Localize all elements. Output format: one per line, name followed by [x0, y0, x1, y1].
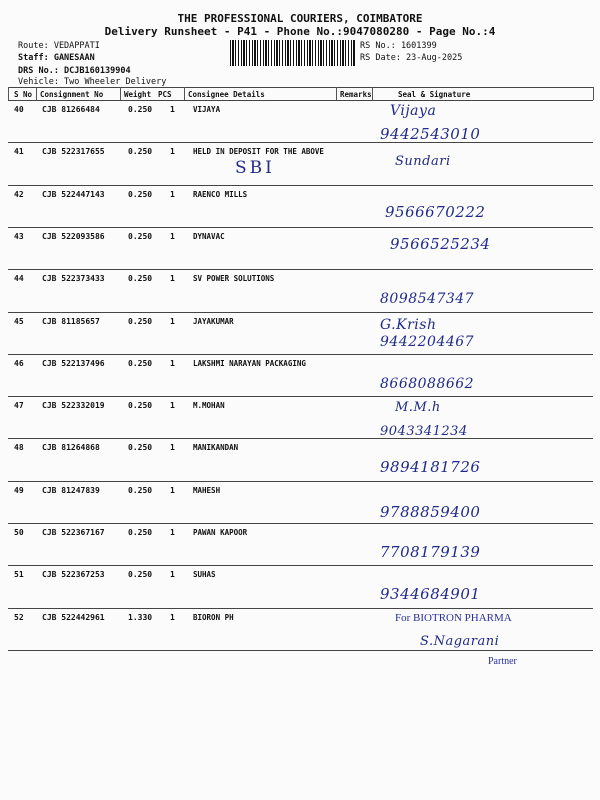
row-pcs: 1: [170, 528, 175, 537]
row-signature: 9442543010: [380, 125, 481, 143]
row-signature: 9894181726: [380, 458, 481, 477]
row-consignment: CJB 81247839: [42, 485, 100, 495]
row-consignee: LAKSHMI NARAYAN PACKAGING: [193, 358, 306, 368]
row-pcs: 1: [170, 316, 175, 326]
col-divider: [36, 87, 37, 100]
row-signature: 9566670222: [385, 202, 486, 221]
row-weight: 0.250: [128, 528, 153, 537]
row-signature: G.Krish: [380, 316, 437, 333]
row-sno: 42: [14, 189, 24, 199]
row-consignment: CJB 522447143: [42, 189, 105, 199]
row-consignment: CJB 522332019: [42, 401, 105, 411]
col-divider: [372, 87, 373, 100]
remark-handwritten-sbi: SBI: [235, 158, 275, 178]
row-sno: 51: [14, 570, 24, 580]
row-signature: 9566525234: [390, 234, 491, 253]
col-divider: [336, 87, 337, 100]
row-consignee: RAENCO MILLS: [193, 189, 248, 199]
row-sno: 44: [14, 274, 24, 284]
row-consignee: BIORON PH: [193, 612, 234, 622]
stamp-company: For BIOTRON PHARMA: [395, 612, 512, 624]
row-signature: S.Nagarani: [420, 633, 500, 649]
row-consignee: PAWAN KAPOOR: [193, 528, 248, 537]
row-consignee: DYNAVAC: [193, 231, 225, 241]
row-consignee: MANIKANDAN: [193, 443, 239, 453]
row-divider: [8, 396, 593, 397]
row-signature: 9442204467: [380, 333, 475, 350]
row-signature: Vijaya: [390, 103, 437, 119]
row-weight: 0.250: [128, 316, 153, 326]
row-sno: 45: [14, 316, 24, 326]
row-divider: [8, 312, 593, 313]
col-remarks: Remarks: [340, 90, 372, 99]
row-weight: 0.250: [128, 189, 153, 199]
row-consignee: SV POWER SOLUTIONS: [193, 274, 275, 284]
row-sno: 47: [14, 401, 24, 411]
row-signature: 9043341234: [380, 424, 468, 440]
row-consignment: CJB 81266484: [42, 105, 100, 114]
row-signature: M.M.h: [395, 400, 441, 416]
row-consignee: MAHESH: [193, 485, 221, 495]
row-sno: 41: [14, 147, 24, 157]
col-divider: [184, 87, 185, 100]
rs-date: RS Date: 23-Aug-2025: [360, 53, 463, 63]
barcode: [230, 40, 355, 66]
row-weight: 0.250: [128, 231, 153, 241]
row-sno: 52: [14, 612, 24, 622]
row-consignment: CJB 522367253: [42, 570, 105, 580]
row-signature: 9788859400: [380, 502, 481, 521]
row-weight: 0.250: [128, 105, 153, 114]
row-divider: [8, 650, 593, 651]
row-consignment: CJB 522093586: [42, 231, 105, 241]
row-pcs: 1: [170, 358, 175, 368]
col-weight: Weight: [124, 90, 152, 99]
vehicle-label: Vehicle: Two Wheeler Delivery: [18, 77, 167, 87]
row-consignment: CJB 522367167: [42, 528, 105, 537]
row-divider: [8, 481, 593, 482]
row-consignee: SUHAS: [193, 570, 216, 580]
row-consignee: VIJAYA: [193, 105, 221, 114]
row-divider: [8, 185, 593, 186]
row-signature: Sundari: [395, 154, 451, 170]
row-weight: 0.250: [128, 570, 153, 580]
row-pcs: 1: [170, 147, 175, 157]
row-pcs: 1: [170, 612, 175, 622]
row-divider: [8, 142, 593, 143]
row-weight: 0.250: [128, 443, 153, 453]
row-sno: 40: [14, 105, 24, 114]
col-seal: Seal & Signature: [398, 90, 471, 99]
route-label: Route: VEDAPPATI: [18, 41, 100, 51]
row-pcs: 1: [170, 189, 175, 199]
row-weight: 0.250: [128, 358, 153, 368]
drs-label: DRS No.: DCJB160139904: [18, 66, 131, 76]
row-consignee: HELD IN DEPOSIT FOR THE ABOVE: [193, 147, 324, 157]
row-divider: [8, 269, 593, 270]
row-pcs: 1: [170, 401, 175, 411]
row-sno: 43: [14, 231, 24, 241]
col-divider: [593, 87, 594, 100]
row-consignment: CJB 522317655: [42, 147, 105, 157]
row-divider: [8, 438, 593, 439]
row-divider: [8, 227, 593, 228]
row-divider: [8, 565, 593, 566]
row-pcs: 1: [170, 443, 175, 453]
row-consignee: M.MOHAN: [193, 401, 225, 411]
row-pcs: 1: [170, 231, 175, 241]
table-top-border: [8, 87, 593, 88]
row-sno: 48: [14, 443, 24, 453]
row-pcs: 1: [170, 570, 175, 580]
row-signature: 8098547347: [380, 291, 475, 308]
col-divider: [120, 87, 121, 100]
row-weight: 0.250: [128, 401, 153, 411]
row-divider: [8, 523, 593, 524]
col-consignee: Consignee Details: [188, 90, 265, 99]
row-consignment: CJB 522442961: [42, 612, 105, 622]
row-divider: [8, 354, 593, 355]
rs-number: RS No.: 1601399: [360, 41, 437, 51]
row-weight: 0.250: [128, 274, 153, 284]
row-weight: 0.250: [128, 147, 153, 157]
col-pcs: PCS: [158, 90, 172, 99]
staff-label: Staff: GANESAAN: [18, 53, 95, 63]
col-consignment: Consignment No: [40, 90, 104, 99]
company-title: THE PROFESSIONAL COURIERS, COIMBATORE: [177, 12, 423, 25]
col-divider: [8, 87, 9, 100]
row-pcs: 1: [170, 274, 175, 284]
row-weight: 0.250: [128, 485, 153, 495]
row-weight: 1.330: [128, 612, 153, 622]
row-consignment: CJB 522373433: [42, 274, 105, 284]
row-sno: 46: [14, 358, 24, 368]
row-signature: 9344684901: [380, 585, 481, 604]
row-signature: 8668088662: [380, 375, 475, 392]
row-sno: 49: [14, 485, 24, 495]
row-consignment: CJB 81185657: [42, 316, 100, 326]
row-consignment: CJB 81264868: [42, 443, 100, 453]
row-signature: 7708179139: [380, 543, 481, 561]
row-consignment: CJB 522137496: [42, 358, 105, 368]
row-sno: 50: [14, 528, 24, 537]
stamp-partner: Partner: [488, 656, 517, 667]
row-consignee: JAYAKUMAR: [193, 316, 234, 326]
table-header-border: [8, 100, 593, 101]
row-divider: [8, 608, 593, 609]
row-pcs: 1: [170, 105, 175, 114]
runsheet-title: Delivery Runsheet - P41 - Phone No.:9047080280 - Page No.:4: [104, 25, 496, 38]
row-pcs: 1: [170, 485, 175, 495]
col-sno: S No: [14, 90, 33, 99]
